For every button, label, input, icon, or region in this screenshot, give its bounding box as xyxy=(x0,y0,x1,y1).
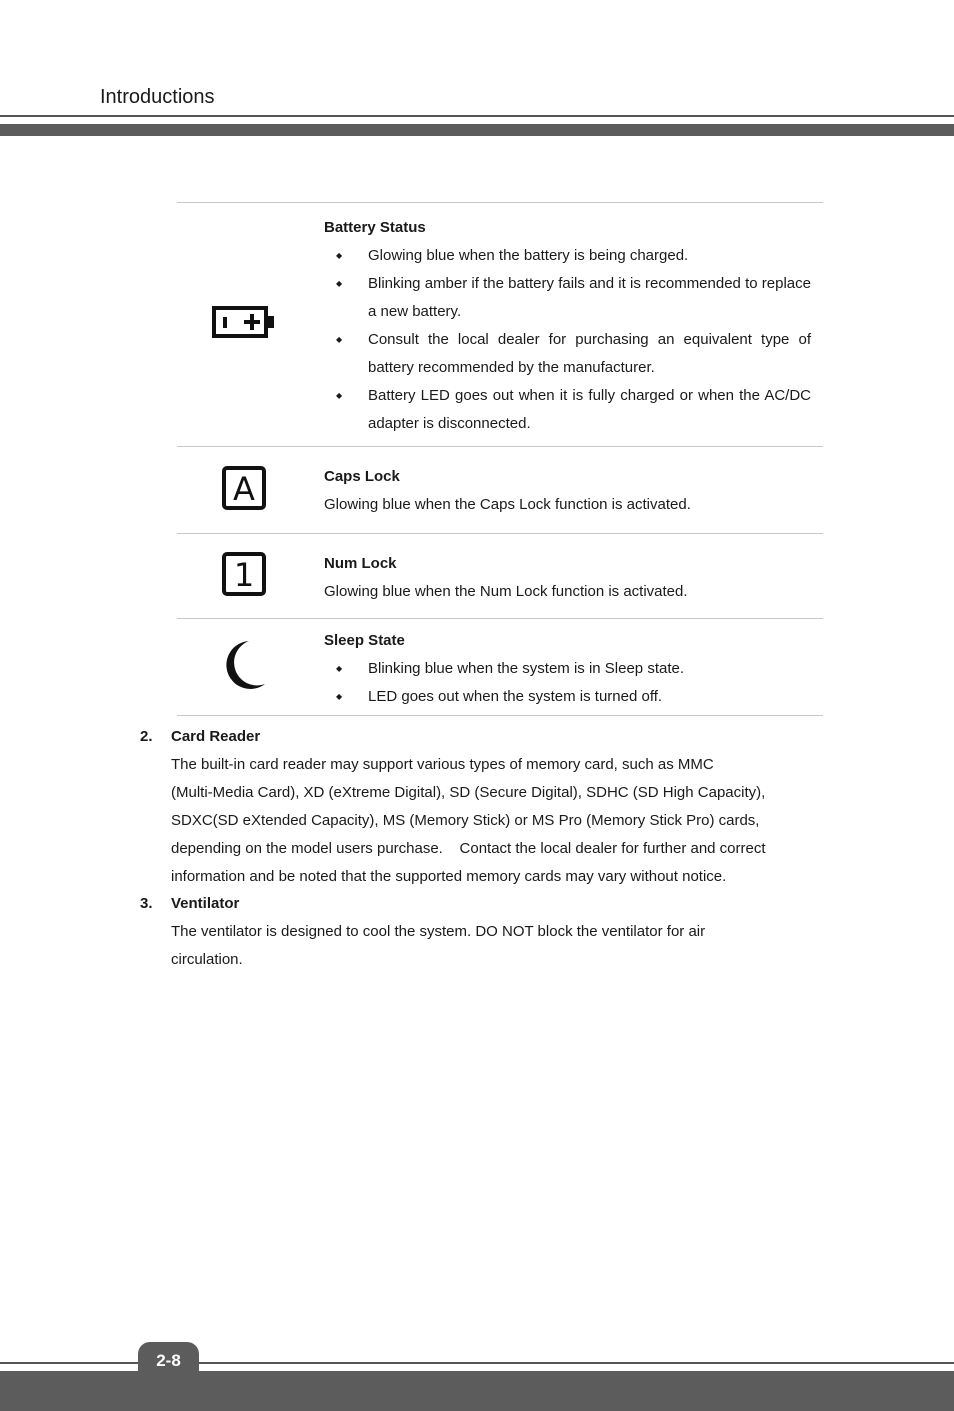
section-number: 3. xyxy=(140,895,153,912)
led-row-battery xyxy=(177,202,823,446)
caps-lock-icon xyxy=(221,465,267,516)
section-title: Card Reader xyxy=(171,728,261,745)
caps-lock-desc: Glowing blue when the Caps Lock function is activated. xyxy=(324,496,691,513)
paragraph-line: The built-in card reader may support various types of memory card, such as MMC xyxy=(171,756,714,773)
battery-status-title: Battery Status xyxy=(324,219,426,236)
paragraph-line: The ventilator is designed to cool the system. DO NOT block the ventilator for air xyxy=(171,923,706,940)
list-item: ◆ Battery LED goes out when it is fully charged or when the AC/DC adapter is disconnected. xyxy=(324,382,811,438)
led-indicator-table xyxy=(177,202,823,716)
paragraph-line: information and be noted that the supported memory cards may vary without notice. xyxy=(171,868,727,885)
num-lock-title: Num Lock xyxy=(324,555,397,572)
moon-icon xyxy=(219,638,269,697)
list-item: ◆ Consult the local dealer for purchasing an equivalent type of battery recommended by the manufacturer. xyxy=(324,326,811,382)
sleep-state-title: Sleep State xyxy=(324,632,405,649)
paragraph-line: circulation. xyxy=(171,951,243,968)
list-item: ◆ Blinking blue when the system is in Sleep state. xyxy=(324,655,811,683)
header-title: Introductions xyxy=(100,86,215,108)
page-number: 2-8 xyxy=(138,1342,199,1411)
svg-text:A: A xyxy=(233,469,255,508)
led-row-sleep-state xyxy=(177,618,823,716)
section-number: 2. xyxy=(140,728,153,745)
caps-lock-title: Caps Lock xyxy=(324,468,400,485)
list-item: ◆ Blinking amber if the battery fails and it is recommended to replace a new battery. xyxy=(324,270,811,326)
paragraph-line: depending on the model users purchase. Contact the local dealer for further and correct xyxy=(171,840,766,857)
section-title: Ventilator xyxy=(171,895,240,912)
paragraph-line: (Multi-Media Card), XD (eXtreme Digital), SD (Secure Digital), SDHC (SD High Capacity), xyxy=(171,784,766,801)
num-lock-desc: Glowing blue when the Num Lock function is activated. xyxy=(324,583,688,600)
svg-text:1: 1 xyxy=(233,555,255,594)
num-lock-icon xyxy=(221,551,267,602)
list-item: ◆ Glowing blue when the battery is being charged. xyxy=(324,242,811,270)
header-rule-thin xyxy=(0,115,954,117)
section-card-reader xyxy=(140,723,820,891)
list-item: ◆ LED goes out when the system is turned off. xyxy=(324,683,811,711)
led-row-caps-lock xyxy=(177,446,823,533)
section-ventilator xyxy=(140,890,820,974)
paragraph-line: SDXC(SD eXtended Capacity), MS (Memory Stick) or MS Pro (Memory Stick Pro) cards, xyxy=(171,812,760,829)
battery-icon xyxy=(212,305,276,344)
header-rule-thick xyxy=(0,124,954,136)
led-row-num-lock xyxy=(177,533,823,618)
